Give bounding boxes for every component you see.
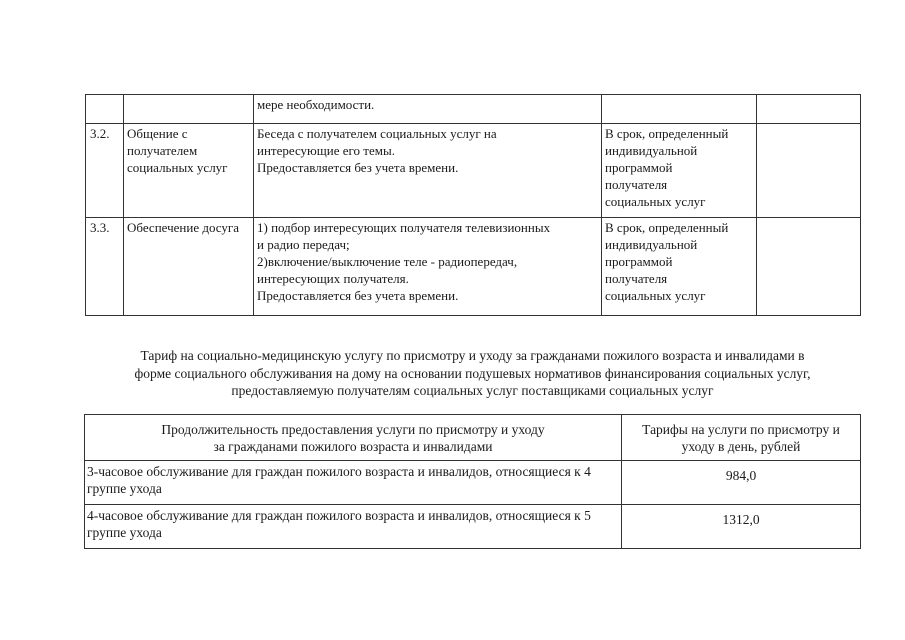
tariff-header-row xyxy=(85,415,861,461)
header-line: уходу в день, рублей xyxy=(681,438,801,454)
tariff-table xyxy=(84,414,861,549)
term-line: программой xyxy=(605,160,673,175)
description-line: и радио передач; xyxy=(257,237,350,252)
table-row-service xyxy=(86,218,861,316)
description-line: Беседа с получателем социальных услуг на xyxy=(257,126,497,141)
caption-line: предоставляемую получателям социальных услуг поставщиками социальных услуг xyxy=(231,383,714,398)
cell-number xyxy=(86,95,124,124)
description-line: интересующие его темы. xyxy=(257,143,395,158)
term-line: индивидуальной xyxy=(605,143,698,158)
tariff-row-description: 3-часовое обслуживание для граждан пожилого возраста и инвалидов, относящиеся к 4 группе ухода xyxy=(85,461,622,505)
cell-description: мере необходимости. xyxy=(254,95,602,124)
service-number: 3.2. xyxy=(86,124,124,218)
header-line: за гражданами пожилого возраста и инвалидами xyxy=(213,438,493,454)
tariff-row xyxy=(85,461,861,505)
table-row-service xyxy=(86,124,861,218)
service-extra xyxy=(757,124,861,218)
description-line: 2)включение/выключение теле - радиопередач, xyxy=(257,254,518,269)
cell-name xyxy=(124,95,254,124)
tariff-row-value: 984,0 xyxy=(622,461,861,505)
term-line: социальных услуг xyxy=(605,288,706,303)
table-row-continuation xyxy=(86,95,861,124)
service-extra xyxy=(757,218,861,316)
caption-line: форме социального обслуживания на дому на основании подушевых нормативов финансирования социальных услуг, xyxy=(134,365,811,381)
service-term xyxy=(602,124,757,218)
cell-extra xyxy=(757,95,861,124)
service-term xyxy=(602,218,757,316)
tariff-row-value: 1312,0 xyxy=(622,505,861,549)
service-number: 3.3. xyxy=(86,218,124,316)
tariff-row xyxy=(85,505,861,549)
term-line: социальных услуг xyxy=(605,194,706,209)
term-line: получателя xyxy=(605,177,668,192)
services-table xyxy=(85,94,861,316)
description-line: Предоставляется без учета времени. xyxy=(257,288,459,303)
service-name: Обеспечение досуга xyxy=(124,218,254,316)
cell-term xyxy=(602,95,757,124)
tariff-caption xyxy=(85,347,860,400)
term-line: индивидуальной xyxy=(605,237,698,252)
duration-header xyxy=(85,415,622,461)
tariff-row-description: 4-часовое обслуживание для граждан пожилого возраста и инвалидов, относящиеся к 5 группе ухода xyxy=(85,505,622,549)
service-name: Общение с получателем социальных услуг xyxy=(124,124,254,218)
term-line: В срок, определенный xyxy=(605,126,729,141)
term-line: В срок, определенный xyxy=(605,220,729,235)
description-line: интересующих получателя. xyxy=(257,271,409,286)
description-line: Предоставляется без учета времени. xyxy=(257,160,459,175)
tariff-header xyxy=(622,415,861,461)
header-line: Продолжительность предоставления услуги по присмотру и уходу xyxy=(161,421,545,437)
header-line: Тарифы на услуги по присмотру и xyxy=(642,421,840,437)
term-line: получателя xyxy=(605,271,668,286)
service-description xyxy=(254,218,602,316)
term-line: программой xyxy=(605,254,673,269)
caption-line: Тариф на социально-медицинскую услугу по присмотру и уходу за гражданами пожилого возраста и инвалидами в xyxy=(140,348,805,363)
service-description xyxy=(254,124,602,218)
description-line: 1) подбор интересующих получателя телевизионных xyxy=(257,220,551,235)
